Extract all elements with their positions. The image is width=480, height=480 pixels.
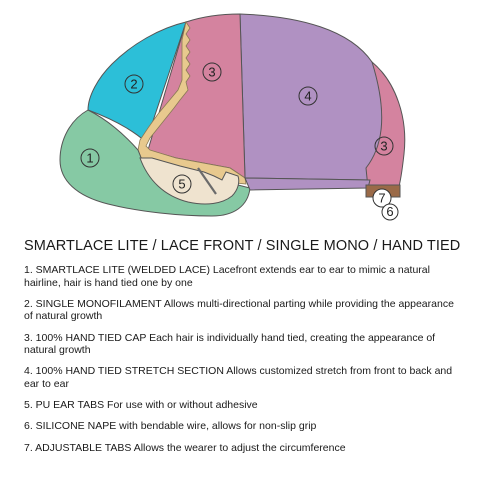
svg-text:3: 3 [380,138,388,154]
wig-cap-diagram [0,0,480,232]
section-4-lower-band [245,178,370,190]
svg-text:4: 4 [304,88,312,104]
svg-text:2: 2 [130,76,138,92]
product-title: SMARTLACE LITE / LACE FRONT / SINGLE MONO / HAND TIED [24,238,461,254]
label-6 [382,204,398,220]
feature-4: 4. 100% HAND TIED STRETCH SECTION Allows customized stretch from front to back and ear to ear [24,365,453,390]
svg-text:3: 3 [208,64,216,80]
feature-1: 1. SMARTLACE LITE (WELDED LACE) Lacefront extends ear to ear to mimic a natural hairline, hair is hand tied one by one [24,264,430,289]
svg-text:7: 7 [378,190,386,206]
feature-6: 6. SILICONE NAPE with bendable wire, allows for non-slip grip [24,420,317,433]
section-4-stretch-panel [240,14,392,180]
feature-7: 7. ADJUSTABLE TABS Allows the wearer to adjust the circumference [24,441,346,454]
feature-2: 2. SINGLE MONOFILAMENT Allows multi-directional parting while providing the appearance of natural growth [24,297,454,323]
svg-text:1: 1 [86,150,94,166]
feature-5: 5. PU EAR TABS For use with or without adhesive [24,399,258,412]
feature-3: 3. 100% HAND TIED CAP Each hair is individually hand tied, creating the appearance of natural growth [24,331,436,357]
svg-text:5: 5 [178,176,186,192]
svg-text:6: 6 [386,204,394,219]
product-info [24,238,464,463]
